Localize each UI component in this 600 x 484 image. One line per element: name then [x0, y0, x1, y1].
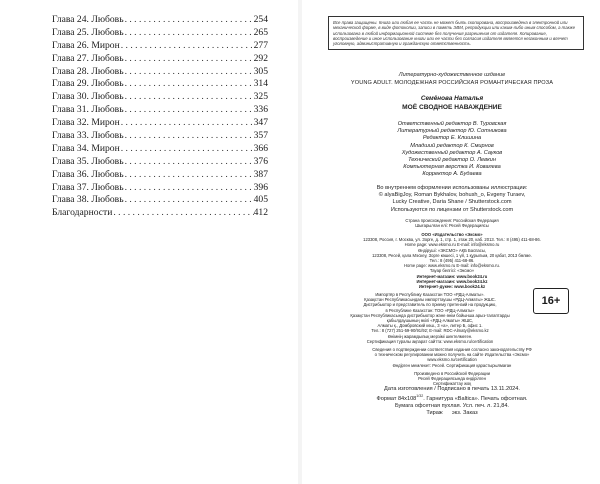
format-tail: . Гарнитура «Baltica». Печать офсетная.: [423, 396, 528, 403]
format-line: [326, 393, 578, 403]
toc-entry-title: Глава 29. Любовь: [52, 78, 124, 90]
staff-line: Художественный редактор А. Сауков: [401, 149, 503, 156]
print-run: Тираж экз. Заказ: [426, 410, 478, 417]
country-of-origin: [326, 218, 578, 228]
distribution-line: Сертификация туралы ақпарат сайтта: www.eksmo.ru/certification: [366, 338, 494, 344]
toc-entry: [52, 40, 268, 53]
toc-leader: [124, 182, 254, 193]
staff-line: Ответственный редактор В. Туровская: [397, 121, 507, 127]
toc-entry-title: Глава 24. Любовь: [52, 14, 124, 25]
distribution-line: қабылдаушының өкілі «РДЦ-Алматы» ЖШС,: [386, 318, 474, 324]
toc-entry-page: 376: [253, 155, 268, 167]
rights-notice-box: [328, 16, 584, 50]
rights-notice: Все права защищены. Книга или любая ее часть не может быть скопирована, воспроизведена в электронной или механической форме, в виде фотокопии, записи в память ЭВМ, репродукции или каким-либо иным способом, а также использована в любой информационной системе без получения разрешения от издателя. Копирование, воспроизведение и иное использование книги или ее части без согласия издателя является незаконным и влечет уголовную, административную и гражданскую ответственность.: [333, 20, 575, 47]
online-shop-kz-alt: Интернет-дүкен: www.book24.kz: [418, 284, 486, 290]
toc-entry-title: Глава 27. Любовь: [52, 52, 124, 64]
toc-entry: [52, 14, 268, 27]
manufacturer-web: Home page: www.eksmo.ru E-mail: info@eksmo.ru.: [404, 263, 500, 269]
distribution-line: Дистрибьютор и представитель по приему претензий на продукцию,: [363, 302, 497, 308]
toc-entry-title: Глава 37. Любовь: [52, 181, 124, 193]
toc-entry: [52, 27, 268, 40]
right-page: [304, 0, 600, 484]
toc-entry-page: 292: [253, 52, 268, 64]
info-line: Өндірген мемлекет: Ресей. Сертификация қарастырылмаған: [392, 362, 512, 368]
toc-entry-page: 412: [253, 207, 268, 219]
publisher-info: [326, 232, 578, 289]
closing-line: Ресей Федерациясында өндірілген: [418, 376, 486, 382]
staff-line: Корректор А. Будаева: [422, 171, 482, 178]
toc-entry-title: Благодарности: [52, 207, 113, 219]
illustrations-line: Во внутреннем оформлении использованы иллюстрации:: [376, 185, 528, 191]
toc-entry: [52, 104, 268, 117]
toc-entry-title: Глава 33. Любовь: [52, 130, 124, 142]
toc-entry-title: Глава 34. Мирон: [52, 142, 120, 154]
toc-leader: [120, 117, 254, 128]
publisher-address: 123308, Россия, г. Москва, ул. Зорге, д. 1, стр. 1, этаж 20, каб. 2013. Тел.: 8 (495) 411-68-86.: [363, 237, 541, 243]
toc-entry: [52, 117, 268, 130]
toc-entry-title: Глава 26. Мирон: [52, 39, 120, 51]
toc-leader: [124, 156, 254, 167]
toc-leader: [124, 91, 254, 102]
origin-line: Шығарылған елі: Ресей Федерациясы: [415, 223, 489, 229]
trademark: Тауар белгісі: «Эксмо»: [429, 268, 475, 274]
toc-entry: [52, 91, 268, 104]
distribution-info: [330, 292, 530, 344]
origin-line: Страна происхождения: Российская Федерация: [405, 218, 499, 223]
toc-entry-page: 396: [253, 181, 268, 193]
toc-entry-page: 277: [253, 39, 268, 51]
toc-leader: [120, 143, 254, 154]
illustrations-line: Lucky Creative, Daria Shane / Shutterstock.com: [392, 199, 512, 206]
toc-entry-page: 357: [253, 130, 268, 142]
toc-entry: [52, 143, 268, 156]
illustrations-credit: [326, 185, 578, 214]
toc-entry: [52, 53, 268, 66]
toc-leader: [124, 194, 254, 205]
toc-entry: [52, 130, 268, 143]
info-line: Сведения о подтверждении соответствия издания согласно законодательству РФ: [372, 347, 532, 352]
toc-entry: [52, 169, 268, 182]
toc-entry-page: 325: [253, 91, 268, 103]
toc-entry-page: 254: [253, 14, 268, 25]
staff-line: Технический редактор О. Левкин: [408, 157, 496, 164]
toc-entry-page: 305: [253, 65, 268, 77]
staff-line: Младший редактор К. Смирнов: [410, 142, 494, 149]
toc-leader: [124, 66, 254, 77]
illustrations-line: © alyaBigJoy, Roman Bykhalov, bohush_o, Evgeny Turaev,: [378, 192, 526, 199]
book-gutter: [298, 0, 302, 484]
toc-leader: [120, 40, 254, 51]
toc-entry: [52, 207, 268, 220]
author-name: Семёнова Наталья: [420, 95, 484, 102]
staff-line: Литературный редактор Ю. Сотникова: [397, 128, 507, 135]
print-details: [326, 386, 578, 418]
distribution-line: в Республике Казахстан: ТОО «РДЦ-Алматы»: [385, 307, 475, 313]
toc-entry-page: 314: [253, 78, 268, 90]
distribution-line: Қазақстан Республикасында дистрибьютор және өнім бойынша арыз-талаптарды: [350, 312, 510, 318]
toc-entry-title: Глава 30. Любовь: [52, 91, 124, 103]
toc-entry-title: Глава 31. Любовь: [52, 104, 124, 116]
toc-entry-title: Глава 36. Любовь: [52, 168, 124, 180]
toc-entry-title: Глава 28. Любовь: [52, 65, 124, 77]
toc-entry-title: Глава 32. Мирон: [52, 117, 120, 129]
toc-leader: [124, 14, 254, 25]
toc-leader: [112, 207, 253, 218]
illustrations-line: Используются по лицензии от Shutterstock.com: [390, 206, 514, 213]
staff-line: Компьютерная верстка И. Ковалева: [403, 164, 501, 171]
toc-leader: [124, 130, 254, 141]
online-shop: Интернет-магазин: www.book24.ru: [416, 273, 488, 279]
table-of-contents: [52, 14, 268, 220]
toc-leader: [124, 78, 254, 89]
manufacturer-phone: Тел.: 8 (495) 411-68-86.: [429, 258, 475, 264]
toc-entry-page: 336: [253, 104, 268, 116]
publisher-web: Home page: www.eksmo.ru E-mail: info@eksmo.ru: [404, 242, 500, 248]
toc-leader: [124, 104, 254, 115]
toc-entry: [52, 182, 268, 195]
toc-entry: [52, 78, 268, 91]
age-rating-badge: 16+: [533, 288, 569, 314]
left-page: [0, 0, 296, 484]
book-title: МОЁ СВОДНОЕ НАВАЖДЕНИЕ: [402, 104, 502, 111]
info-line: о техническом регулировании можно получить на сайте Издательства «Эксмо»: [374, 352, 530, 358]
certification-info: [326, 347, 578, 368]
toc-entry-page: 405: [253, 194, 268, 206]
toc-leader: [124, 27, 254, 38]
distribution-line: Тел.: 8 (727) 251-59-90/91/92; E-mail: RDC-Almaty@eksmo.kz: [371, 328, 489, 334]
editorial-staff: [326, 121, 578, 179]
edition-type: Литературно-художественное издание: [398, 72, 506, 78]
format-fraction: 1/32: [416, 394, 424, 399]
series-name: YOUNG ADULT. МОЛОДЕЖНАЯ РОССИЙСКАЯ РОМАНТИЧЕСКАЯ ПРОЗА: [350, 80, 554, 86]
info-line: www.eksmo.ru/certification: [427, 357, 477, 363]
toc-entry-page: 265: [253, 26, 268, 38]
staff-line: Редактор Е. Клишина: [422, 135, 482, 142]
toc-entry-page: 366: [253, 142, 268, 154]
publisher-name: ООО «Издательство «Эксмо»: [421, 232, 483, 237]
toc-entry: [52, 66, 268, 79]
toc-leader: [124, 169, 254, 180]
toc-leader: [124, 53, 254, 64]
production-notes: [326, 371, 578, 387]
toc-entry: [52, 194, 268, 207]
manufacturer: Өндіруші: «ЭКСМО» АҚБ Баспасы,: [417, 247, 487, 253]
toc-entry-title: Глава 35. Любовь: [52, 155, 124, 167]
toc-entry: [52, 156, 268, 169]
distribution-line: Алматы қ., Домбровский көш., 3 «а», литер Б, офис 1.: [377, 323, 483, 329]
toc-entry-title: Глава 25. Любовь: [52, 26, 124, 38]
distribution-line: Қазақстан Республикасындағы импорттаушы «РДЦ-Алматы» ЖШС.: [364, 297, 496, 303]
paper-line: Бумага офсетная пухлая. Усл. печ. л. 21,84.: [395, 403, 509, 410]
format: Формат 84x108: [376, 396, 417, 403]
toc-entry-title: Глава 38. Любовь: [52, 194, 124, 206]
toc-entry-page: 347: [253, 117, 268, 129]
online-shop-kz: Интернет-магазин: www.book24.kz: [416, 278, 488, 284]
manufacturer-address: 123308, Ресей, қала Мәскеу, Зорге көшесі, 1 үй, 1 құрылым, 20 қабат, 2013 бөлме.: [372, 252, 532, 258]
closing-line: Сертификаттау жоқ: [432, 381, 472, 387]
distribution-line: Өнімнің жарамдылық мерзімі шектелмеген.: [387, 333, 473, 339]
toc-entry-page: 387: [253, 168, 268, 180]
distribution-line: Импортёр в Республику Казахстан ТОО «РДЦ-Алматы».: [375, 292, 485, 297]
closing-line: Произведено в Российской Федерации: [414, 371, 490, 376]
print-date: Дата изготовления / Подписано в печать 13.11.2024.: [384, 386, 520, 392]
